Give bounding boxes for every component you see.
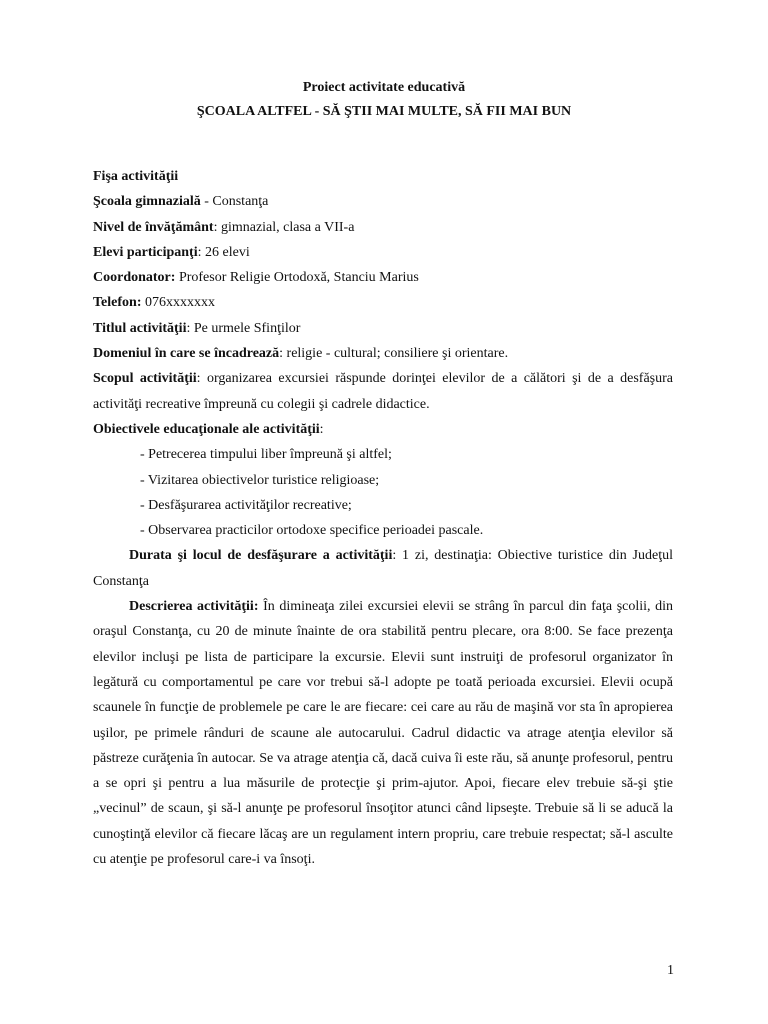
section-heading: Fişa activităţii: [93, 169, 179, 184]
row-value: 076xxxxxxx: [141, 295, 215, 311]
document-body: [93, 164, 673, 872]
list-item: - Petrecerea timpului liber împreună şi altfel;: [140, 447, 392, 463]
duration-text: : 1 zi, destinaţia: Obiective turistice din Judeţul Constanţa: [93, 548, 673, 589]
document-subtitle: ŞCOALA ALTFEL - SĂ ŞTII MAI MULTE, SĂ FII MAI BUN: [196, 104, 572, 119]
list-item: - Desfăşurarea activităţilor recreative;: [140, 497, 352, 513]
info-row-school: [93, 189, 673, 214]
info-row-level: [93, 215, 673, 240]
info-row-phone: [93, 290, 673, 315]
row-value: : gimnazial, clasa a VII-a: [213, 219, 355, 235]
row-label: Telefon:: [93, 295, 142, 311]
row-value: : Pe urmele Sfinţilor: [186, 320, 301, 336]
description-text: În dimineaţa zilei excursiei elevii se strâng în parcul din faţa şcolii, din oraşul Constanţa, cu 20 de minute înainte de ora stabilită pentru plecare, ora 8:00. Se face prezenţa elevilor incluşi pe lista de participare la excursie. Elevii sunt instruiţi de profesorul organizator în legătură cu comportamentul pe care vor trebui să-l adopte pe toată perioada excursiei. Elevii ocupă scaunele în funcţie de problemele pe care le are fiecare: cei care au rău de maşină vor sta în apropierea uşilor, pe primele rânduri de scaune ale autocarului. Cadrul didactic va atrage atenţia elevilor să păstreze curăţenia în autocar. Se va atrage atenţia că, dacă cuiva îi este rău, să anunţe profesorul, pentru a se opri şi pentru a lua măsurile de protecţie şi prim-ajutor. Apoi, fiecare elev trebuie să-şi ştie „vecinul” de scaun, şi să-l anunţe pe profesorul însoţitor atunci când lipseşte. Trebuie să li se aducă la cunoştinţă elevilor că fiecare lăcaş are un regulament intern propriu, care trebuie respectat; să-l asculte cu atenţie pe profesorul care-i va însoţi.: [93, 599, 673, 868]
row-label: Domeniul în care se încadrează: [93, 346, 280, 362]
duration-paragraph: [93, 543, 673, 594]
objectives-heading: [93, 417, 673, 442]
row-label: Şcoala gimnazială: [93, 194, 201, 210]
row-value: : 26 elevi: [197, 244, 250, 260]
description-label: Descrierea activităţii:: [129, 599, 259, 615]
info-row-coordinator: [93, 265, 673, 290]
info-row-participants: [93, 240, 673, 265]
list-item: - Vizitarea obiectivelor turistice religioase;: [140, 472, 380, 488]
info-row-title: [93, 316, 673, 341]
row-value: Profesor Religie Ortodoxă, Stanciu Marius: [175, 270, 419, 286]
scope-text: : organizarea excursiei răspunde dorinţei elevilor de a călători şi de a desfăşura activităţi recreative împreună cu colegii şi cadrele didactice.: [93, 371, 673, 412]
description-paragraph: [93, 594, 673, 872]
objectives-suffix: :: [319, 421, 324, 437]
row-value: - Constanţa: [200, 194, 269, 210]
row-label: Elevi participanţi: [93, 244, 198, 260]
duration-label: Durata şi locul de desfăşurare a activităţii: [129, 548, 393, 564]
row-label: Coordonator:: [93, 270, 176, 286]
row-value: : religie - cultural; consiliere şi orientare.: [279, 346, 509, 362]
row-label: Titlul activităţii: [93, 320, 187, 336]
row-label: Nivel de învăţământ: [93, 219, 214, 235]
objectives-label: Obiectivele educaţionale ale activităţii: [93, 421, 320, 437]
scope-label: Scopul activităţii: [93, 371, 197, 387]
document-title: Proiect activitate educativă: [302, 80, 466, 95]
info-row-domain: [93, 341, 673, 366]
page-number: 1: [667, 963, 674, 978]
list-item: - Observarea practicilor ortodoxe specifice perioadei pascale.: [140, 523, 484, 539]
scope-paragraph: [93, 366, 673, 417]
